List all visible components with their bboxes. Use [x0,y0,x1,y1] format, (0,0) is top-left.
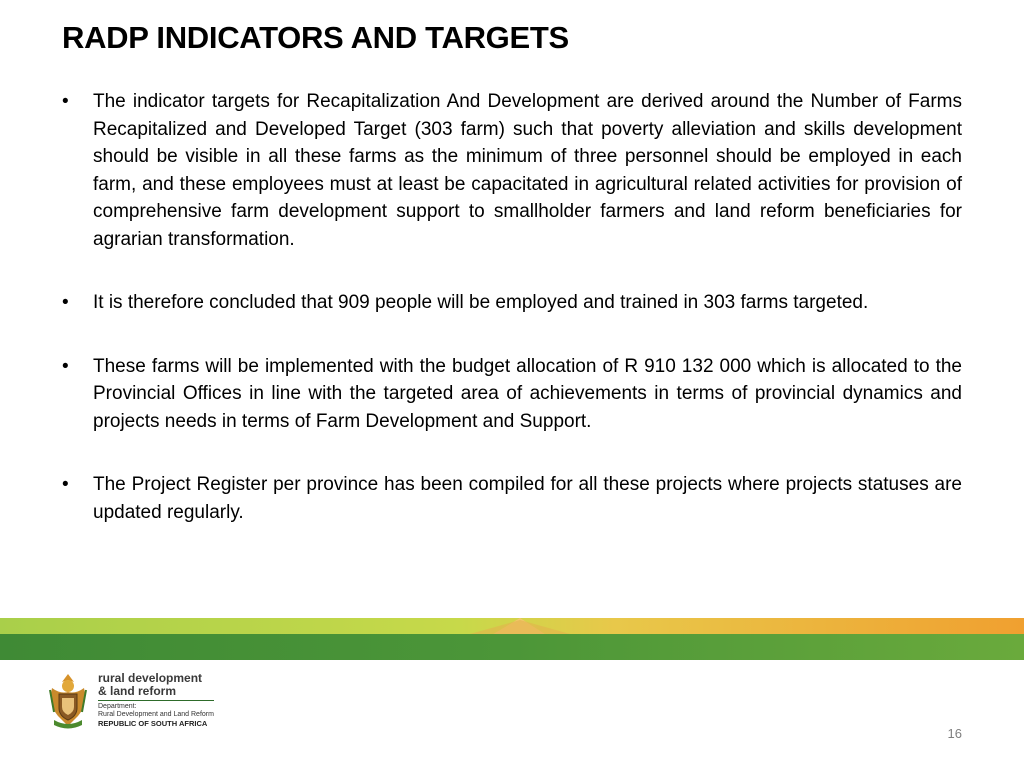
logo-country: REPUBLIC OF SOUTH AFRICA [98,719,208,728]
bullet-text: These farms will be implemented with the budget allocation of R 910 132 000 which is allocated to the Provincial Offices in line with the targeted area of achievements in terms of provincial dynamics and projects needs in terms of Farm Development and Support. [93,355,962,432]
department-logo [44,670,224,732]
footer-banner [0,610,1024,664]
logo-text-block [98,672,228,728]
bullet-list [62,88,962,562]
bullet-marker: • [62,474,69,495]
coat-of-arms-icon [44,670,92,732]
bullet-marker: • [62,292,69,313]
slide-title: RADP INDICATORS AND TARGETS [62,20,569,55]
bullet-item-1 [62,88,962,253]
logo-divider [98,700,214,701]
logo-department-label: Department: [98,703,137,710]
bullet-marker: • [62,91,69,112]
logo-department-name: Rural Development and Land Reform [98,711,214,718]
bullet-marker: • [62,355,69,377]
page-number: 16 [947,726,962,741]
bullet-item-4 [62,471,962,526]
logo-title-line1: rural development [98,671,203,685]
bullet-text: It is therefore concluded that 909 people will be employed and trained in 303 farms targeted. [93,292,869,313]
banner-stripe-dark [0,634,1024,660]
logo-title-line2: & land reform [98,684,177,698]
bullet-text: The Project Register per province has been compiled for all these projects where projects statuses are updated regularly. [93,474,962,523]
bullet-item-3 [62,353,962,436]
bullet-item-2 [62,289,962,317]
bullet-text: The indicator targets for Recapitalization And Development are derived around the Number of Farms Recapitalized and Developed Target (303 farm) such that poverty alleviation and skills development should be visible in all these farms as the minimum of three personnel should be employed in each farm, and these employees must at least be capacitated in agricultural related activities for provision of comprehensive farm development support to smallholder farmers and land reform beneficiaries for agrarian transformation. [93,91,962,250]
